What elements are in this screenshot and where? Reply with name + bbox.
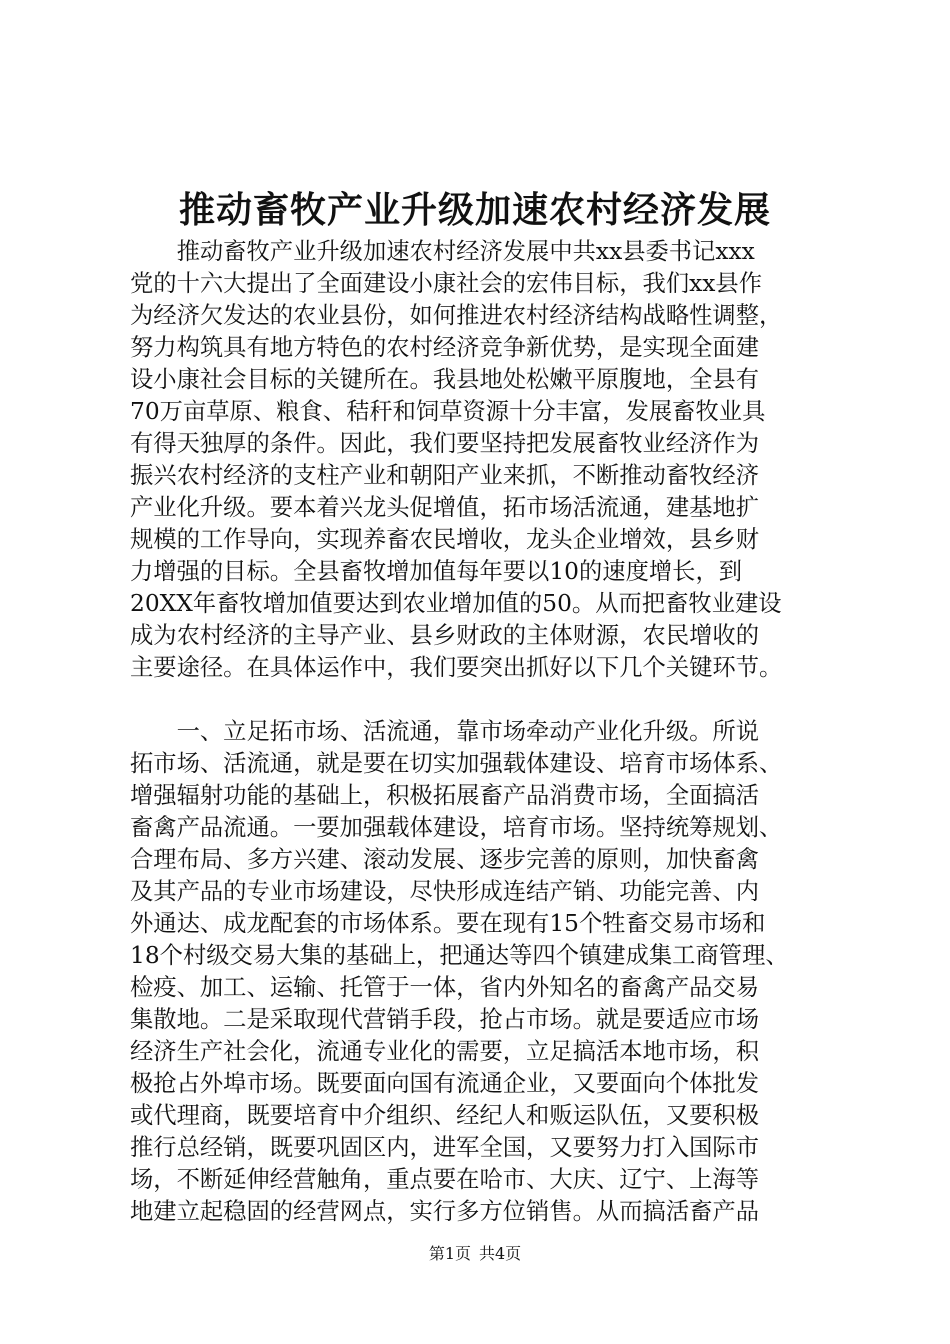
paragraph-1 bbox=[130, 236, 830, 684]
text-line: 规模的工作导向，实现养畜农民增收，龙头企业增效，县乡财 bbox=[130, 526, 760, 553]
text-line: 为经济欠发达的农业县份，如何推进农村经济结构战略性调整， bbox=[130, 302, 783, 329]
text-line: 或代理商，既要培育中介组织、经纪人和贩运队伍，又要积极 bbox=[130, 1102, 760, 1129]
text-line: 设小康社会目标的关键所在。我县地处松嫩平原腹地，全县有 bbox=[130, 366, 760, 393]
page-number: 第1页 bbox=[428, 1244, 471, 1263]
text-line: 检疫、加工、运输、托管于一体，省内外知名的畜禽产品交易 bbox=[130, 974, 760, 1001]
text-line: 合理布局、多方兴建、滚动发展、逐步完善的原则，加快畜禽 bbox=[130, 846, 760, 873]
text-line: 成为农村经济的主导产业、县乡财政的主体财源，农民增收的 bbox=[130, 622, 760, 649]
text-line: 推行总经销，既要巩固区内，进军全国，又要努力打入国际市 bbox=[130, 1134, 760, 1161]
text-line: 推动畜牧产业升级加速农村经济发展中共xx县委书记xxx bbox=[130, 238, 755, 265]
page-footer bbox=[0, 1242, 950, 1266]
text-line: 极抢占外埠市场。既要面向国有流通企业，又要面向个体批发 bbox=[130, 1070, 760, 1097]
document-body bbox=[130, 236, 830, 1228]
text-line: 集散地。二是采取现代营销手段，抢占市场。就是要适应市场 bbox=[130, 1006, 760, 1033]
text-line: 地建立起稳固的经营网点，实行多方位销售。从而搞活畜产品 bbox=[130, 1198, 760, 1225]
text-line: 及其产品的专业市场建设，尽快形成连结产销、功能完善、内 bbox=[130, 878, 760, 905]
text-line: 畜禽产品流通。一要加强载体建设，培育市场。坚持统筹规划、 bbox=[130, 814, 783, 841]
text-line: 努力构筑具有地方特色的农村经济竞争新优势，是实现全面建 bbox=[130, 334, 760, 361]
paragraph-2 bbox=[130, 716, 830, 1228]
text-line: 20XX年畜牧增加值要达到农业增加值的50。从而把畜牧业建设 bbox=[130, 590, 782, 617]
text-line: 一、立足拓市场、活流通，靠市场牵动产业化升级。所说 bbox=[130, 718, 760, 745]
text-line: 有得天独厚的条件。因此，我们要坚持把发展畜牧业经济作为 bbox=[130, 430, 760, 457]
text-line: 外通达、成龙配套的市场体系。要在现有15个牲畜交易市场和 bbox=[130, 910, 766, 937]
text-line: 经济生产社会化，流通专业化的需要，立足搞活本地市场，积 bbox=[130, 1038, 760, 1065]
text-line: 场，不断延伸经营触角，重点要在哈市、大庆、辽宁、上海等 bbox=[130, 1166, 760, 1193]
text-line: 振兴农村经济的支柱产业和朝阳产业来抓，不断推动畜牧经济 bbox=[130, 462, 760, 489]
text-line: 18个村级交易大集的基础上，把通达等四个镇建成集工商管理、 bbox=[130, 942, 789, 969]
document-title: 推动畜牧产业升级加速农村经济发展 bbox=[178, 189, 771, 231]
text-line: 力增强的目标。全县畜牧增加值每年要以10的速度增长，到 bbox=[130, 558, 743, 585]
paragraph-gap bbox=[130, 684, 830, 716]
text-line: 主要途径。在具体运作中，我们要突出抓好以下几个关键环节。 bbox=[130, 654, 783, 681]
page-total: 共4页 bbox=[479, 1244, 522, 1263]
text-line: 产业化升级。要本着兴龙头促增值，拓市场活流通，建基地扩 bbox=[130, 494, 760, 521]
text-line: 拓市场、活流通，就是要在切实加强载体建设、培育市场体系、 bbox=[130, 750, 783, 777]
text-line: 党的十六大提出了全面建设小康社会的宏伟目标，我们xx县作 bbox=[130, 270, 762, 297]
text-line: 增强辐射功能的基础上，积极拓展畜产品消费市场，全面搞活 bbox=[130, 782, 760, 809]
text-line: 70万亩草原、粮食、秸秆和饲草资源十分丰富，发展畜牧业具 bbox=[130, 398, 766, 425]
